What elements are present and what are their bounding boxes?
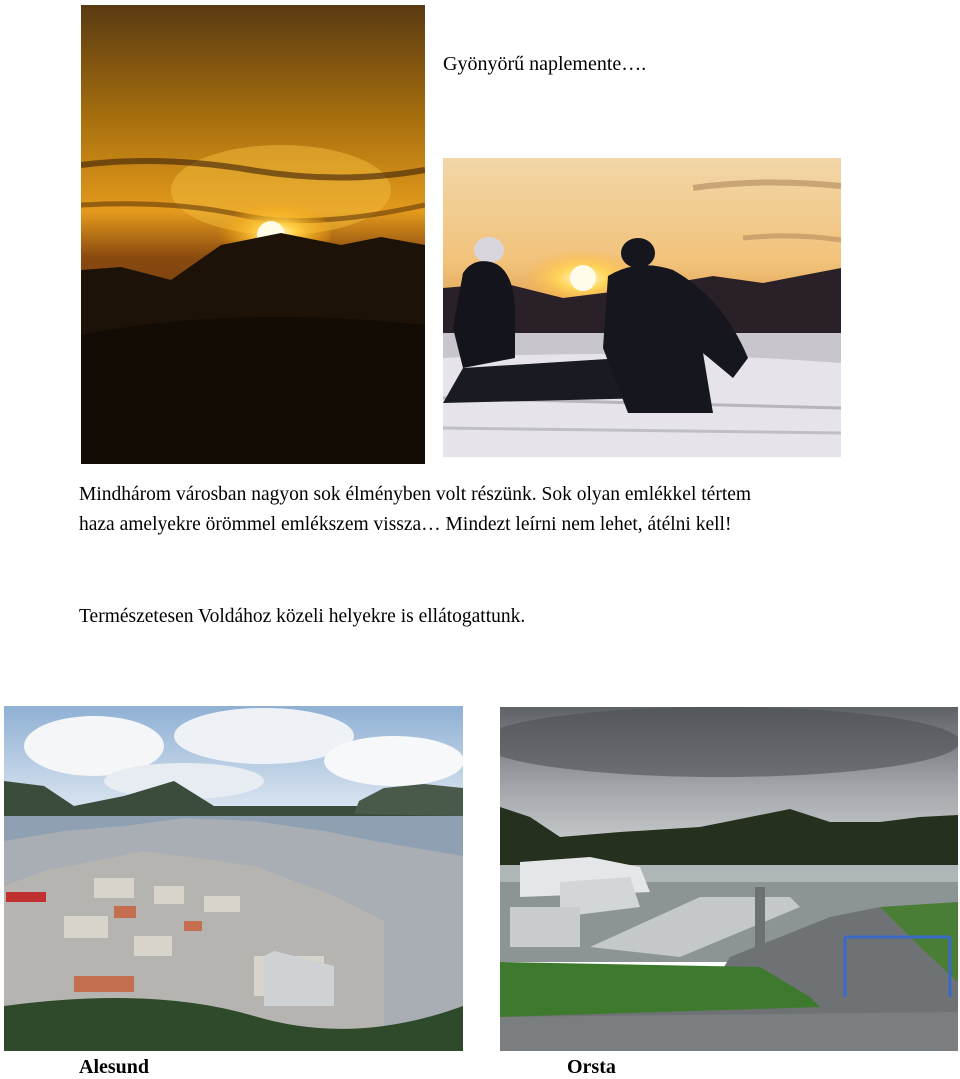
paragraph-line-2: haza amelyekre örömmel emlékszem vissza… Mindezt leírni nem lehet, átélni kell! [79, 514, 732, 535]
sunset-caption: Gyönyörű naplemente…. [443, 53, 647, 75]
alesund-label: Alesund [79, 1056, 150, 1078]
alesund-photo [4, 706, 463, 1051]
paragraph-line-3: Természetesen Voldához közeli helyekre is ellátogattunk. [79, 606, 526, 627]
orsta-label: Orsta [567, 1056, 616, 1078]
couple-sunset-photo [443, 158, 841, 457]
sunset-photo [81, 5, 425, 464]
paragraph-line-1: Mindhárom városban nagyon sok élményben volt részünk. Sok olyan emlékkel tértem [79, 484, 752, 505]
orsta-photo [500, 707, 958, 1051]
